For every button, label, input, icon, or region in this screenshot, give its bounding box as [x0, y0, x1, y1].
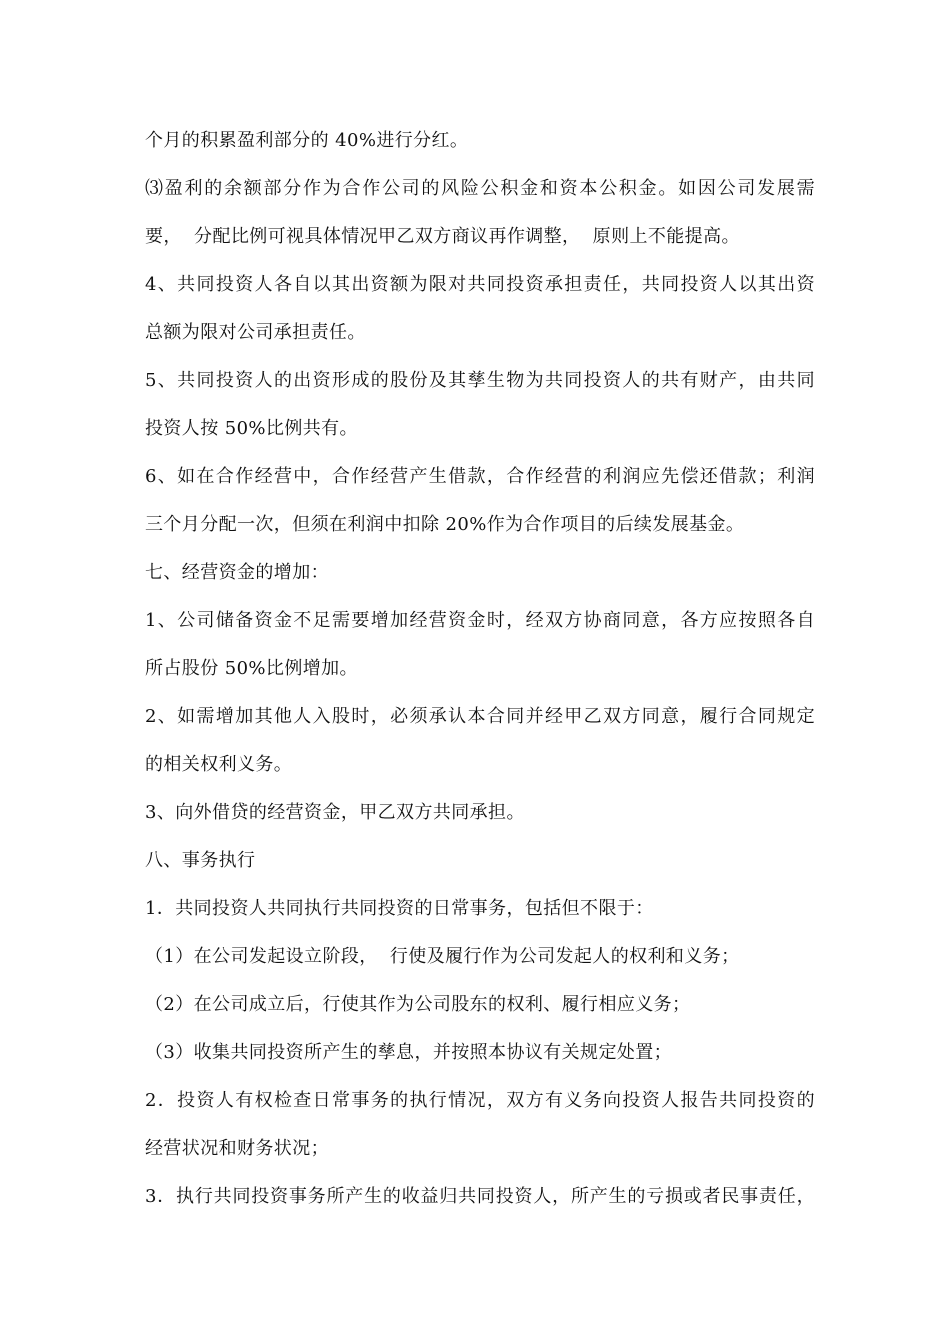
document-body — [145, 117, 815, 1221]
text-line: 三个月分配一次，但须在利润中扣除 20%作为合作项目的后续发展基金。 — [145, 514, 745, 535]
text-line: （2）在公司成立后，行使其作为公司股东的权利、履行相应义务； — [145, 994, 691, 1015]
section-heading: 七、经营资金的增加： — [145, 562, 329, 583]
text-line: 总额为限对公司承担责任。 — [145, 322, 366, 343]
text-line: ⑶盈利的余额部分作为合作公司的风险公积金和资本公积金。如因公司发展需 — [145, 178, 815, 199]
text-line: 个月的积累盈利部分的 40%进行分红。 — [145, 130, 469, 151]
text-line: 5、共同投资人的出资形成的股份及其孳生物为共同投资人的共有财产，由共同 — [145, 370, 815, 391]
text-line: 的相关权利义务。 — [145, 754, 293, 775]
text-line: 3、向外借贷的经营资金，甲乙双方共同承担。 — [145, 802, 525, 823]
text-line: （3）收集共同投资所产生的孳息，并按照本协议有关规定处置； — [145, 1042, 673, 1063]
text-line: 4、共同投资人各自以其出资额为限对共同投资承担责任，共同投资人以其出资 — [145, 274, 815, 295]
text-line: 6、如在合作经营中，合作经营产生借款，合作经营的利润应先偿还借款；利润 — [145, 466, 815, 487]
text-line: （1）在公司发起设立阶段， 行使及履行作为公司发起人的权利和义务； — [145, 946, 740, 967]
text-line: 2、如需增加其他人入股时，必须承认本合同并经甲乙双方同意，履行合同规定 — [145, 706, 815, 727]
text-line: 1．共同投资人共同执行共同投资的日常事务，包括但不限于： — [145, 898, 654, 919]
text-line: 3．执行共同投资事务所产生的收益归共同投资人，所产生的亏损或者民事责任， — [145, 1186, 815, 1207]
section-heading: 八、事务执行 — [145, 850, 256, 871]
text-line: 经营状况和财务状况； — [145, 1138, 329, 1159]
text-line: 1、公司储备资金不足需要增加经营资金时，经双方协商同意，各方应按照各自 — [145, 610, 815, 631]
text-line: 投资人按 50%比例共有。 — [145, 418, 358, 439]
text-line: 2．投资人有权检查日常事务的执行情况，双方有义务向投资人报告共同投资的 — [145, 1090, 815, 1111]
text-line: 所占股份 50%比例增加。 — [145, 658, 358, 679]
text-line: 要， 分配比例可视具体情况甲乙双方商议再作调整， 原则上不能提高。 — [145, 226, 740, 247]
